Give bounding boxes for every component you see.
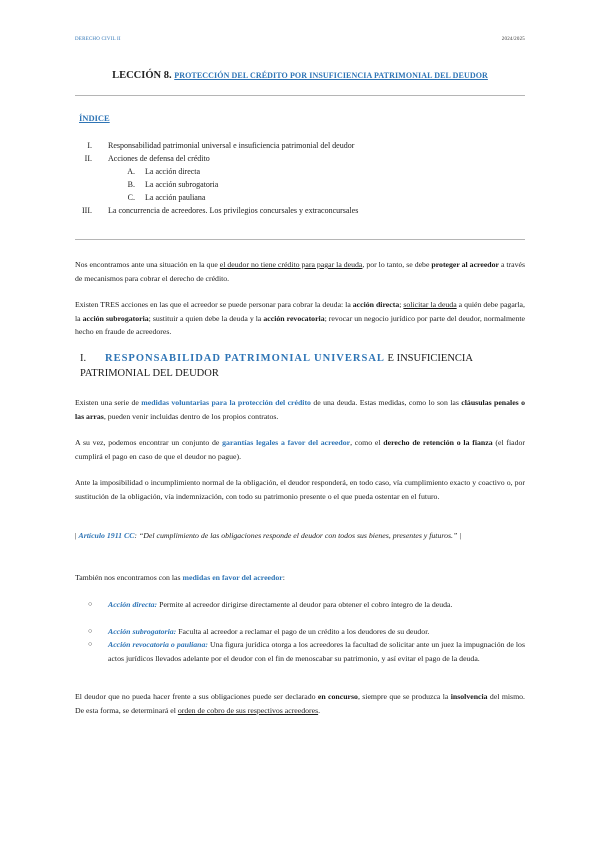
underlined-phrase: el deudor no tiene crédito para pagar la deuda bbox=[219, 260, 363, 269]
section-number: I. bbox=[80, 353, 87, 364]
blue-bold-phrase: medidas voluntarias para la protección del crédito bbox=[141, 398, 311, 407]
voluntary-measures-paragraph: Existen una serie de medidas voluntarias para la protección del crédito de una deuda. Estas medidas, como lo son las cláusulas penales o las arras, pueden venir incluidas dentro de los propios contratos. bbox=[75, 398, 525, 421]
toc-text: La acción subrogatoria bbox=[145, 180, 219, 189]
article-quote: | Artículo 1911 CC: “Del cumplimiento de las obligaciones responde el deudor con todos sus bienes, presentes y futuros.” | bbox=[75, 531, 462, 540]
toc-num: II. bbox=[84, 154, 92, 163]
bold-phrase: derecho de retención o la fianza bbox=[383, 438, 493, 447]
actions-paragraph: Existen TRES acciones en las que el acreedor se puede personar para cobrar la deuda: la acción directa; solicitar la deuda a quién debe pagarla, la acción subrogatoria; sustituir a quien debe la deuda y la acción revocatoria; revocar un negocio jurídico por parte del deudor, normalmente hecho en fraude de acreedores. bbox=[75, 300, 525, 337]
bold-phrase: cláusulas penales o las arras bbox=[75, 398, 525, 421]
divider-top bbox=[75, 95, 525, 96]
indice-heading: ÍNDICE bbox=[79, 113, 110, 123]
header-year: 2024/2025 bbox=[501, 37, 525, 42]
bullet-key: Acción subrogatoria: bbox=[108, 627, 177, 636]
toc-num: A. bbox=[127, 167, 135, 176]
toc-text: La acción pauliana bbox=[145, 193, 206, 202]
title-lead: LECCIÓN 8. bbox=[112, 70, 172, 81]
bold-phrase: acción subrogatoria bbox=[82, 313, 149, 323]
toc-text: Acciones de defensa del crédito bbox=[108, 154, 210, 163]
toc-num: B. bbox=[127, 180, 135, 189]
bullet-icon: ○ bbox=[88, 640, 93, 648]
section-heading bbox=[80, 352, 525, 381]
article-reference: Artículo 1911 CC bbox=[78, 531, 135, 540]
toc-text: La concurrencia de acreedores. Los privilegios concursales y extraconcursales bbox=[108, 206, 359, 215]
page-title bbox=[0, 70, 600, 81]
section-title-rest: E INSUFICIENCIA PATRIMONIAL DEL DEUDOR bbox=[80, 353, 473, 379]
toc-num: C. bbox=[127, 193, 135, 202]
blue-bold-phrase: medidas en favor del acreedor bbox=[182, 573, 283, 582]
bullet-key: Acción revocatoria o pauliana: bbox=[108, 640, 209, 649]
bold-phrase: insolvencia bbox=[450, 692, 488, 701]
section-title-blue: RESPONSABILIDAD PATRIMONIAL UNIVERSAL bbox=[105, 353, 385, 364]
toc-text: La acción directa bbox=[145, 167, 201, 176]
blue-bold-phrase: garantías legales a favor del acreedor bbox=[222, 438, 351, 447]
liability-paragraph: Ante la imposibilidad o incumplimiento normal de la obligación, el deudor responderá, en todo caso, vía cumplimiento exacto y coactivo o, por sustitución de la obligación, vía indemnización, con todo su patrimonio presente o el que pueda ostentar en el futuro. bbox=[75, 478, 525, 501]
underlined-phrase: solicitar la deuda bbox=[403, 300, 457, 309]
insolvency-paragraph: El deudor que no pueda hacer frente a sus obligaciones puede ser declarado en concurso, siempre que se produzca la insolvencia del mismo. De esta forma, se determinará el orden de cobro de sus respectivos acreedores. bbox=[75, 692, 525, 715]
bold-phrase: acción revocatoria bbox=[263, 313, 325, 323]
bullet-key: Acción directa: bbox=[108, 600, 158, 609]
bold-phrase: en concurso bbox=[317, 692, 358, 701]
bullet-icon: ○ bbox=[88, 600, 93, 608]
legal-guarantees-paragraph: A su vez, podemos encontrar un conjunto de garantías legales a favor del acreedor, como el derecho de retención o la fianza (el fiador cumplirá el pago en caso de que el deudor no pague). bbox=[75, 438, 525, 461]
header-subject: DERECHO CIVIL II bbox=[75, 37, 121, 42]
title-rest: PROTECCIÓN DEL CRÉDITO POR INSUFICIENCIA PATRIMONIAL DEL DEUDOR bbox=[174, 71, 488, 80]
underlined-phrase: orden de cobro de sus respectivos acreedores bbox=[177, 705, 319, 715]
toc-text: Responsabilidad patrimonial universal e insuficiencia patrimonial del deudor bbox=[108, 141, 355, 150]
bold-phrase: proteger al acreedor bbox=[431, 260, 499, 269]
toc-num: I. bbox=[87, 141, 92, 150]
bullet-icon: ○ bbox=[88, 627, 93, 635]
intro-paragraph: Nos encontramos ante una situación en la que el deudor no tiene crédito para pagar la deuda, por lo tanto, se debe proteger al acreedor a través de mecanismos para cobrar el derecho de crédito. bbox=[75, 260, 525, 283]
bold-phrase: acción directa bbox=[352, 300, 400, 309]
divider-index bbox=[75, 239, 525, 240]
toc-num: III. bbox=[82, 206, 92, 215]
measures-intro: También nos encontramos con las medidas en favor del acreedor: bbox=[75, 573, 285, 582]
